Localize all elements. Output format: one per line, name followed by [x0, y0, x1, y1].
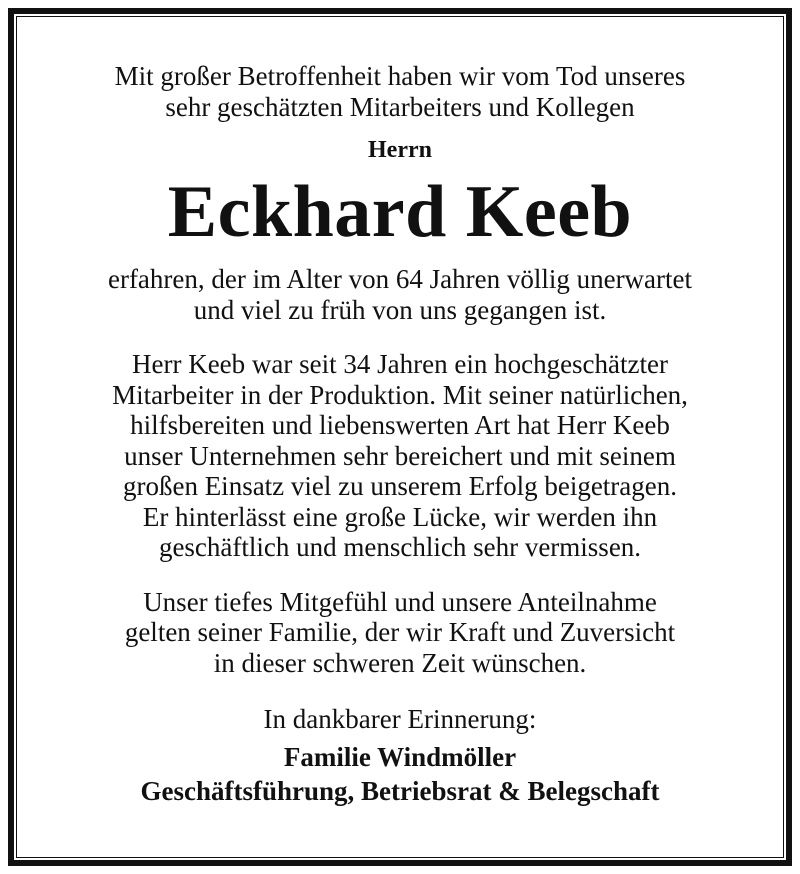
obituary-notice [17, 51, 783, 808]
tribute-paragraph [17, 349, 783, 563]
sympathy-line: in dieser schweren Zeit wünschen. [213, 647, 587, 678]
notice-inner-border [16, 16, 784, 858]
age-line: erfahren, der im Alter von 64 Jahren völlig unerwartet [107, 264, 693, 294]
age-paragraph [17, 264, 783, 325]
sympathy-paragraph [17, 587, 783, 679]
notice-border [8, 8, 792, 866]
tribute-line: geschäftlich und menschlich sehr vermissen. [158, 532, 642, 562]
intro-line: sehr geschätzten Mitarbeiters und Kollegen [165, 91, 635, 122]
intro-line: Mit großer Betroffenheit haben wir vom Tod unseres [114, 61, 686, 91]
signature-company: Geschäftsführung, Betriebsrat & Belegschaft [140, 776, 660, 806]
closing-phrase: In dankbarer Erinnerung: [263, 704, 537, 734]
tribute-line: Herr Keeb war seit 34 Jahren ein hochgeschätzter [131, 349, 668, 379]
intro-paragraph [17, 61, 783, 122]
tribute-line: großen Einsatz viel zu unserem Erfolg beigetragen. [122, 471, 678, 501]
signature-family: Familie Windmöller [283, 742, 517, 772]
tribute-line: Mitarbeiter in der Produktion. Mit seiner natürlichen, [112, 379, 688, 410]
salutation: Herrn [368, 137, 432, 163]
deceased-name: Eckhard Keeb [167, 171, 633, 253]
tribute-line: hilfsbereiten und liebenswerten Art hat Herr Keeb [130, 410, 670, 440]
sympathy-line: gelten seiner Familie, der wir Kraft und Zuversicht [124, 617, 676, 647]
age-line: und viel zu früh von uns gegangen ist. [193, 294, 607, 325]
tribute-line: Er hinterlässt eine große Lücke, wir werden ihn [142, 501, 658, 532]
sympathy-line: Unser tiefes Mitgefühl und unsere Anteilnahme [143, 586, 657, 617]
tribute-line: unser Unternehmen sehr bereichert und mit seinem [124, 440, 676, 471]
